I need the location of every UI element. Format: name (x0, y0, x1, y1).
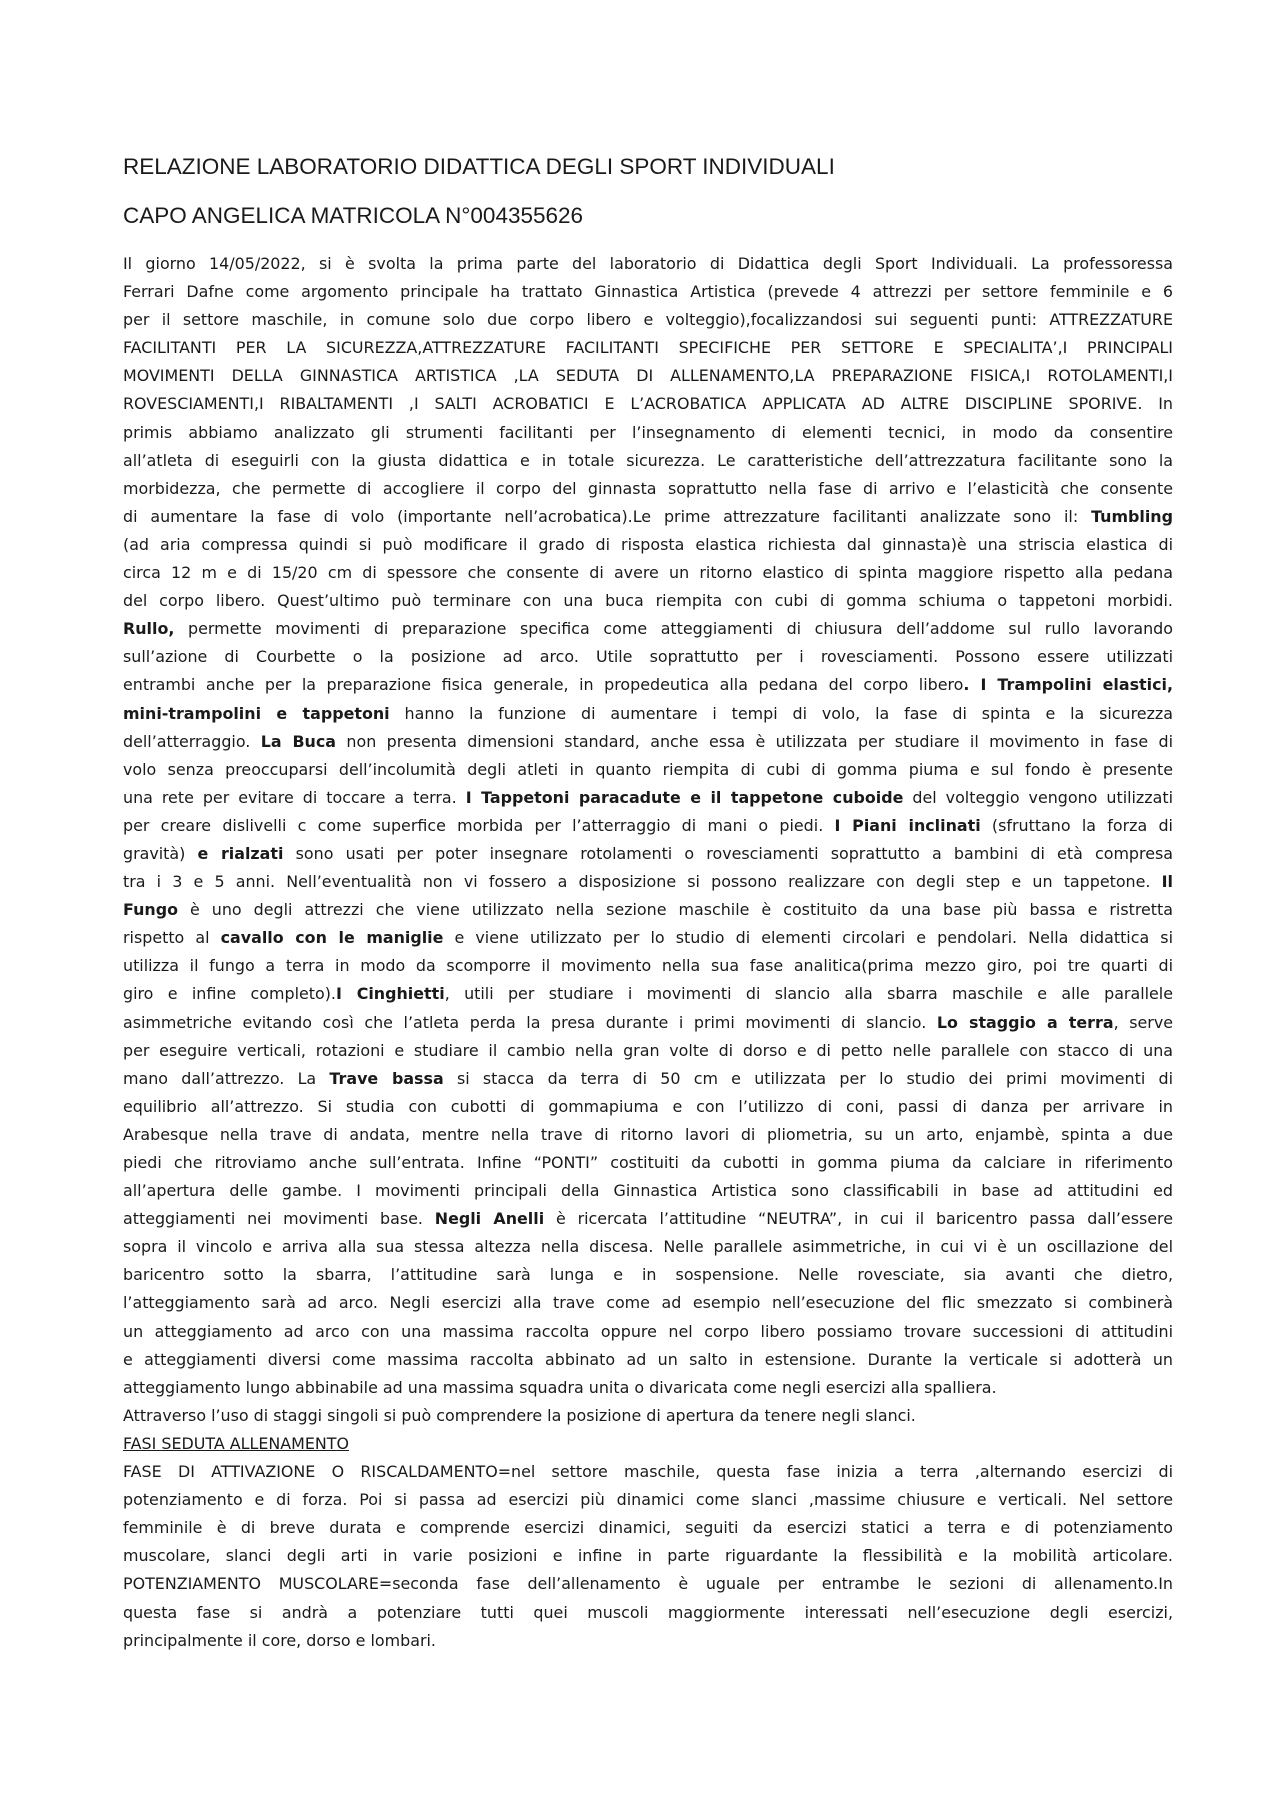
text-line (123, 390, 1173, 418)
text-run: una rete per evitare di toccare a terra. (123, 787, 466, 807)
text-run: asimmetriche evitando così che l’atleta perda la presa durante i primi movimenti di slancio. (123, 1012, 937, 1032)
text-line (123, 587, 1173, 615)
bold-term: . I Trampolini elastici, (963, 675, 1173, 695)
text-line (123, 1037, 1173, 1065)
text-line (123, 1121, 1173, 1149)
text-run: di aumentare la fase di volo (importante nell’acrobatica).Le prime attrezzature facilitanti analizzate sono il: (123, 506, 1092, 526)
text-line (123, 980, 1173, 1008)
text-run: entrambi anche per la preparazione fisica generale, in propedeutica alla pedana del corpo libero (123, 675, 964, 695)
bold-term: I Tappetoni paracadute e il tappetone cuboide (465, 787, 904, 807)
text-line (123, 559, 1173, 587)
bold-term: e rialzati (197, 843, 284, 863)
text-line (123, 503, 1173, 531)
text-run: del corpo libero. Quest’ultimo può terminare con una buca riempita con cubi di gomma schiuma o tappetoni morbidi. (123, 591, 1173, 611)
text-run: e atteggiamenti diversi come massima raccolta abbinato ad un salto in estensione. Durante la verticale si adotterà un (123, 1349, 1173, 1369)
text-run: FACILITANTI PER LA SICUREZZA,ATTREZZATURE FACILITANTI SPECIFICHE PER SETTORE E SPECIALITA’,I PRINCIPALI (123, 338, 1173, 358)
text-line (123, 447, 1173, 475)
author-line: CAPO ANGELICA MATRICOLA N°004355626 (123, 203, 584, 228)
text-line (123, 1570, 1173, 1598)
text-line (123, 1627, 1173, 1655)
text-line (123, 1346, 1173, 1374)
text-line (123, 1009, 1173, 1037)
bold-term: I Cinghietti (335, 984, 445, 1004)
text-run: si stacca da terra di 50 cm e utilizzata per lo studio dei primi movimenti di (443, 1068, 1173, 1088)
text-run: per eseguire verticali, rotazioni e studiare il cambio nella gran volte di dorso e di petto nelle parallele con stacco di una (123, 1040, 1173, 1060)
text-run: potenziamento e di forza. Poi si passa ad esercizi più dinamici come slanci ,massime chiusure e verticali. Nel settore (123, 1490, 1173, 1510)
bold-term: La Buca (260, 731, 337, 751)
text-run: non presenta dimensioni standard, anche essa è utilizzata per studiare il movimento in fase di (336, 731, 1173, 751)
text-run: Attraverso l’uso di staggi singoli si può comprendere la posizione di apertura da tenere negli slanci. (123, 1405, 916, 1425)
text-run: sopra il vincolo e arriva alla sua stessa altezza nella discesa. Nelle parallele asimmetriche, in cui vi è un oscillazione del (123, 1237, 1173, 1257)
text-line (123, 812, 1173, 840)
text-run: Il giorno 14/05/2022, si è svolta la prima parte del laboratorio di Didattica degli Sport Individuali. La professoressa (123, 254, 1173, 273)
text-line (123, 784, 1173, 812)
bold-term: Fungo (123, 900, 178, 920)
text-run: permette movimenti di preparazione specifica come atteggiamenti di chiusura dell’addome sul rullo lavorando (174, 619, 1173, 639)
text-run: volo senza preoccuparsi dell’incolumità degli atleti in quanto riempita di cubi di gomma piuma e sul fondo è presente (123, 759, 1173, 779)
bold-term: I Piani inclinati (834, 815, 981, 835)
text-line (123, 1149, 1173, 1177)
text-line (123, 756, 1173, 784)
text-line (123, 1233, 1173, 1261)
text-run: all’apertura delle gambe. I movimenti principali della Ginnastica Artistica sono classificabili in base ad attitudini ed (123, 1181, 1173, 1201)
text-line (123, 1177, 1173, 1205)
bold-term: Lo staggio a terra (936, 1012, 1114, 1032)
text-run: muscolare, slanci degli arti in varie posizioni e infine in parte riguardante la flessibilità e la mobilità articolare. (123, 1546, 1173, 1566)
text-run: FASE DI ATTIVAZIONE O RISCALDAMENTO=nel settore maschile, questa fase inizia a terra ,alternando esercizi di (123, 1462, 1173, 1482)
text-line (123, 306, 1173, 334)
text-run: tra i 3 e 5 anni. Nell’eventualità non vi fossero a disposizione si possono realizzare con degli step e un tappetone. (123, 872, 1162, 892)
text-run: primis abbiamo analizzato gli strumenti facilitanti per l’insegnamento di elementi tecnici, in modo da consentire (123, 422, 1173, 442)
text-run: , utili per studiare i movimenti di slancio alla sbarra maschile e alle parallele (444, 984, 1173, 1004)
text-line (123, 1065, 1173, 1093)
text-run: , serve (1113, 1012, 1173, 1032)
bold-term: Il (1161, 872, 1173, 892)
section-heading: FASI SEDUTA ALLENAMENTO (123, 1433, 349, 1453)
bold-term: Rullo, (123, 619, 175, 639)
text-line (123, 1402, 1173, 1430)
text-run: morbidezza, che permette di accogliere il corpo del ginnasta soprattutto nella fase di arrivo e l’elasticità che consente (123, 478, 1173, 498)
text-run: Arabesque nella trave di andata, mentre nella trave di ritorno lavori di pliometria, su un arto, enjambè, spinta a due (123, 1124, 1173, 1144)
text-run: mano dall’attrezzo. La (123, 1068, 330, 1088)
text-line (123, 362, 1173, 390)
text-line (123, 1486, 1173, 1514)
text-run: (sfruttano la forza di (980, 815, 1173, 835)
text-run: principalmente il core, dorso e lombari. (123, 1630, 436, 1650)
text-line (123, 924, 1173, 952)
text-line (123, 1599, 1173, 1627)
text-run: questa fase si andrà a potenziare tutti quei muscoli maggiormente interessati nell’esecuzione degli esercizi, (123, 1602, 1173, 1622)
text-run: atteggiamenti nei movimenti base. (123, 1209, 435, 1229)
text-run: MOVIMENTI DELLA GINNASTICA ARTISTICA ,LA SEDUTA DI ALLENAMENTO,LA PREPARAZIONE FISICA,I ROTOLAMENTI,I (123, 366, 1173, 386)
text-run: ROVESCIAMENTI,I RIBALTAMENTI ,I SALTI ACROBATICI E L’ACROBATICA APPLICATA AD ALTRE DISCIPLINE SPORIVE. In (123, 394, 1173, 414)
text-line (123, 475, 1173, 503)
text-line (123, 952, 1173, 980)
text-line (123, 1542, 1173, 1570)
text-run: atteggiamento lungo abbinabile ad una massima squadra unita o divaricata come negli esercizi alla spalliera. (123, 1377, 997, 1397)
text-run: è uno degli attrezzi che viene utilizzato nella sezione maschile è costituito da una base più bassa e ristretta (177, 900, 1173, 920)
text-run: utilizza il fungo a terra in modo da scomporre il movimento nella sua fase analitica(prima mezzo giro, poi tre quarti di (123, 956, 1173, 976)
text-line (123, 868, 1173, 896)
text-line (123, 1289, 1173, 1317)
text-run: sull’azione di Courbette o la posizione ad arco. Utile soprattutto per i rovesciamenti. Possono essere utilizzati (123, 647, 1173, 667)
text-line (123, 671, 1173, 699)
text-run: e viene utilizzato per lo studio di elementi circolari e pendolari. Nella didattica si (443, 928, 1173, 948)
text-line (123, 1374, 1173, 1402)
text-run: per creare dislivelli c come superfice morbida per l’atterraggio di mani o piedi. (123, 815, 835, 835)
bold-term: Tumbling (1091, 506, 1173, 526)
text-line (123, 1514, 1173, 1542)
text-line (123, 643, 1173, 671)
bold-term: cavallo con le maniglie (220, 928, 444, 948)
text-line (123, 1261, 1173, 1289)
text-run: Ferrari Dafne come argomento principale ha trattato Ginnastica Artistica (prevede 4 attrezzi per settore femminile e 6 (123, 282, 1173, 302)
text-line (123, 531, 1173, 559)
text-run: sono usati per poter insegnare rotolamenti o rovesciamenti soprattutto a bambini di età compresa (283, 843, 1173, 863)
text-run: rispetto al (123, 928, 221, 948)
text-run: hanno la funzione di aumentare i tempi di volo, la fase di spinta e la sicurezza (389, 703, 1173, 723)
text-run: piedi che ritroviamo anche sull’entrata. Infine “PONTI” costituiti da cubotti in gomma piuma da calciare in riferimento (123, 1153, 1173, 1172)
text-line (123, 728, 1173, 756)
text-run: un atteggiamento ad arco con una massima raccolta oppure nel corpo libero possiamo trovare successioni di attitudini (123, 1321, 1173, 1341)
bold-term: Trave bassa (329, 1068, 444, 1088)
text-run: del volteggio vengono utilizzati (903, 787, 1173, 807)
text-line (123, 278, 1173, 306)
text-run: è ricercata l’attitudine “NEUTRA”, in cui il baricentro passa dall’essere (544, 1209, 1173, 1229)
text-run: gravità) (123, 843, 198, 863)
text-run: giro e infine completo). (123, 984, 336, 1004)
text-run: all’atleta di eseguirli con la giusta didattica e in totale sicurezza. Le caratteristiche dell’attrezzatura facilitante sono la (123, 450, 1173, 470)
text-line (123, 419, 1173, 447)
text-line (123, 1093, 1173, 1121)
text-line (123, 1318, 1173, 1346)
text-run: equilibrio all’attrezzo. Si studia con cubotti di gommapiuma e con l’utilizzo di coni, passi di danza per arrivare in (123, 1096, 1173, 1116)
text-line (123, 1458, 1173, 1486)
text-line (123, 250, 1173, 278)
bold-term: Negli Anelli (434, 1209, 545, 1229)
text-line (123, 334, 1173, 362)
text-run: (ad aria compressa quindi si può modificare il grado di risposta elastica richiesta dal ginnasta)è una striscia elastica di (123, 534, 1173, 554)
document-title: RELAZIONE LABORATORIO DIDATTICA DEGLI SPORT INDIVIDUALI (123, 154, 835, 179)
text-run: per il settore maschile, in comune solo due corpo libero e volteggio),focalizzandosi sui seguenti punti: ATTREZZATURE (123, 310, 1173, 330)
text-line (123, 615, 1173, 643)
text-line (123, 1430, 1173, 1458)
text-run: dell’atterraggio. (123, 731, 261, 751)
text-line (123, 896, 1173, 924)
text-run: baricentro sotto la sbarra, l’attitudine sarà lunga e in sospensione. Nelle rovesciate, sia avanti che dietro, (123, 1265, 1173, 1285)
text-run: femminile è di breve durata e comprende esercizi dinamici, seguiti da esercizi statici a terra e di potenziamento (123, 1518, 1173, 1538)
report-body (123, 250, 1173, 1655)
text-line (123, 700, 1173, 728)
bold-term: mini-trampolini e tappetoni (123, 703, 390, 723)
text-run: l’atteggiamento sarà ad arco. Negli esercizi alla trave come ad esempio nell’esecuzione del flic smezzato si combinerà (123, 1293, 1173, 1313)
text-line (123, 840, 1173, 868)
text-run: POTENZIAMENTO MUSCOLARE=seconda fase dell’allenamento è uguale per entrambe le sezioni di allenamento.In (123, 1574, 1173, 1594)
text-run: circa 12 m e di 15/20 cm di spessore che consente di avere un ritorno elastico di spinta maggiore rispetto alla pedana (123, 563, 1173, 583)
text-line (123, 1205, 1173, 1233)
